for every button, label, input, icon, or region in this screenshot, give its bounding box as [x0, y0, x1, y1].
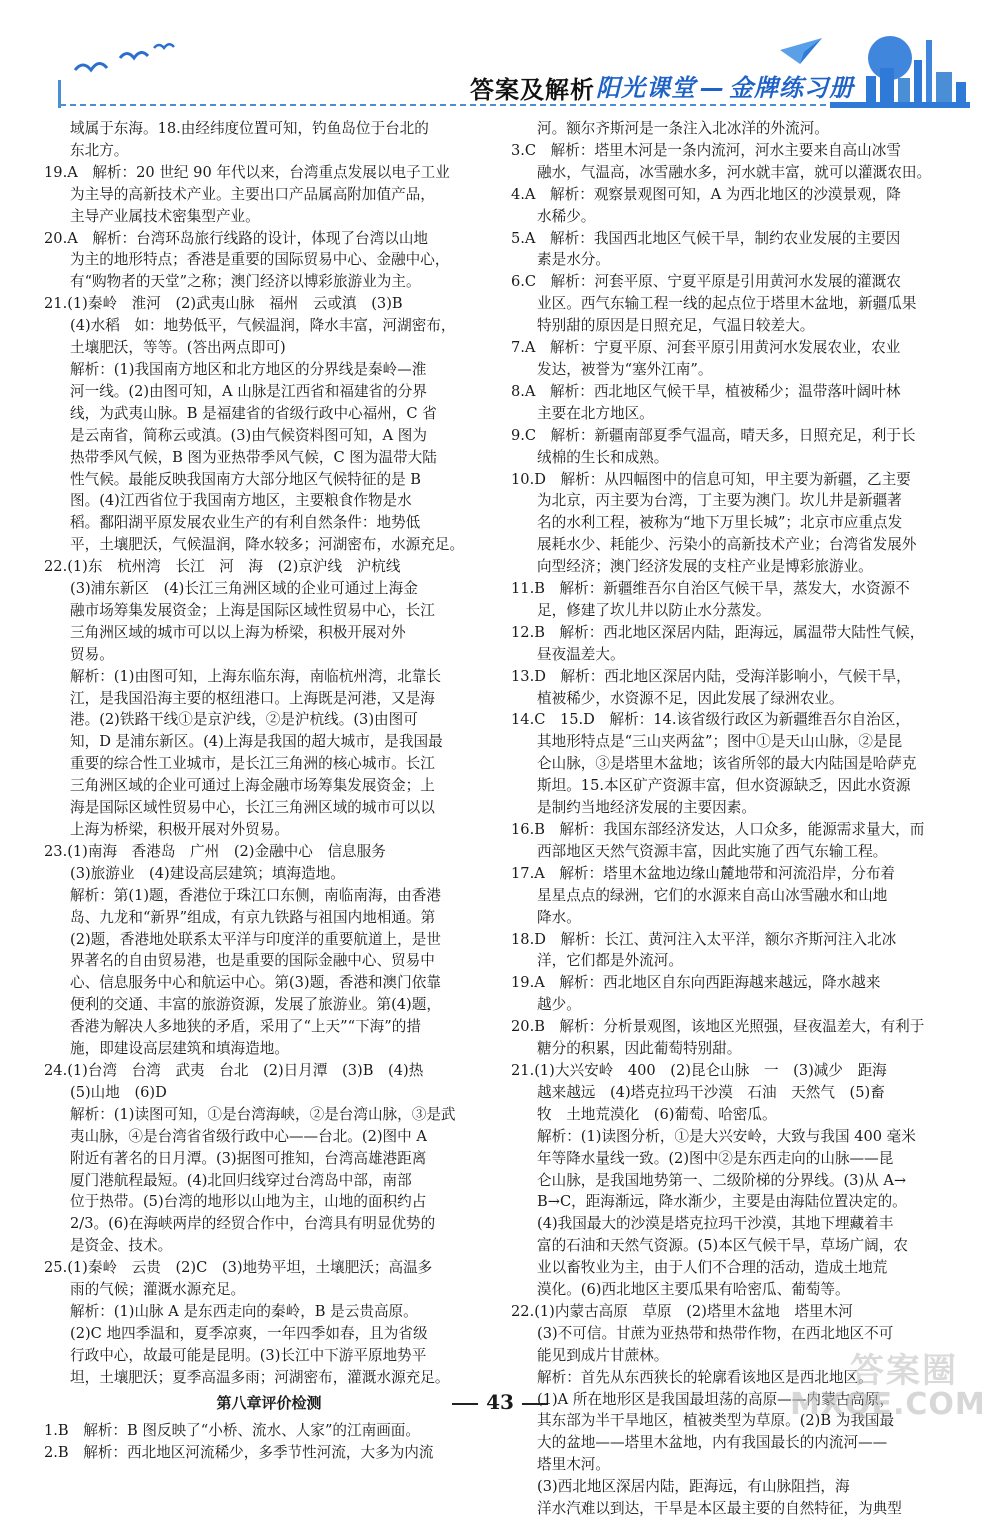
answer-text-line: 越来越远 (4)塔克拉玛干沙漠 石油 天然气 (5)畜 — [537, 1083, 885, 1101]
answer-text-line: 绒棉的生长和成熟。 — [537, 448, 669, 466]
answer-text-line: 主要在北方地区。 — [537, 404, 654, 422]
answer-text-line: 解析：(1)我国南方地区和北方地区的分界线是秦岭—淮 — [70, 360, 427, 378]
answer-text-line: 雨的气候；灌溉水源充足。 — [70, 1281, 246, 1299]
answer-text-line: 东北方。 — [70, 141, 129, 159]
answer-text-line: 素是水分。 — [537, 251, 610, 269]
answer-text-line: (4)我国最大的沙漠是塔克拉玛干沙漠，其地下埋藏着丰 — [537, 1215, 894, 1233]
answer-text-line: (3)旅游业 (4)建设高层建筑；填海造地。 — [70, 864, 345, 882]
answer-text-line: 融市场筹集发展资金；上海是国际区域性贸易中心，长江 — [70, 601, 435, 619]
answer-text-line: 河一线。(2)由图可知，A 山脉是江西省和福建省的分界 — [70, 382, 427, 400]
answer-item-line: 5.A 解析：我国西北地区气候干旱，制约农业发展的主要因 — [511, 229, 901, 247]
answer-text-line: 解析：(1)山脉 A 是东西走向的秦岭，B 是云贵高原。 — [70, 1302, 418, 1320]
answer-text-line: (5)山地 (6)D — [70, 1083, 167, 1101]
answer-item-line: 2.B 解析：西北地区河流稀少，多季节性河流，大多为内流 — [44, 1444, 434, 1462]
answer-text-line: 厦门港航程最短。(4)北回归线穿过台湾岛中部，南部 — [70, 1171, 412, 1189]
answer-item-line: 8.A 解析：西北地区气候干旱，植被稀少；温带落叶阔叶林 — [511, 382, 901, 400]
answer-item-line: 14.C 15.D 解析：14.该省级行政区为新疆维吾尔自治区， — [511, 711, 910, 729]
answer-text-line: 仑山脉，③是塔里木盆地；该省所邻的最大内陆国是哈萨克 — [537, 755, 917, 773]
answer-item-line: 24.(1)台湾 台湾 武夷 台北 (2)日月潭 (3)B (4)热 — [44, 1061, 424, 1079]
page-header — [0, 0, 1000, 112]
answer-text-line: 行政中心，故最可能是昆明。(3)长江中下游平原地势平 — [70, 1346, 427, 1364]
answer-text-line: 夷山脉，④是台湾省省级行政中心——台北。(2)图中 A — [70, 1127, 427, 1145]
header-title: 答案及解析 — [470, 76, 595, 104]
answer-text-line: 热带季风气候，B 图为亚热带季风气候，C 图为温带大陆 — [70, 448, 437, 466]
answer-text-line: 星星点点的绿洲，它们的水源来自高山冰雪融水和山地 — [537, 886, 888, 904]
answer-item-line: 3.C 解析：塔里木河是一条内流河，河水主要来自高山冰雪 — [511, 141, 901, 159]
answer-text-line: (3)不可信。甘蔗为亚热带和热带作物，在西北地区不可 — [537, 1324, 894, 1342]
answer-text-line: 为北京，丙主要为台湾，丁主要为澳门。坎儿井是新疆著 — [537, 492, 902, 510]
answer-text-line: 洋，它们都是外流河。 — [537, 952, 683, 970]
answer-text-line: 业区。西气东输工程一线的起点位于塔里木盆地，新疆瓜果 — [537, 295, 917, 313]
header-brand: 阳光课堂 — 金牌练习册 — [596, 74, 854, 102]
answer-item-line: 22.(1)内蒙古高原 草原 (2)塔里木盆地 塔里木河 — [511, 1302, 853, 1320]
answer-text-line: (4)水稻 如：地势低平，气候温润，降水丰富，河湖密布， — [70, 317, 456, 335]
answer-text-line: 越少。 — [537, 996, 581, 1014]
answer-item-line: 6.C 解析：河套平原、宁夏平原是引用黄河水发展的灌溉农 — [511, 273, 901, 291]
section-title: 第八章评价检测 — [216, 1393, 322, 1412]
answer-text-line: 心、信息服务中心和航运中心。第(3)题，香港和澳门依靠 — [70, 974, 441, 992]
answer-text-line: 江，是我国沿海主要的枢纽港口。上海既是河港，又是海 — [70, 689, 435, 707]
answer-text-line: 香港为解决人多地狭的矛盾，采用了“上天”“下海”的措 — [70, 1018, 421, 1036]
answer-text-line: 稻。鄱阳湖平原发展农业生产的有利自然条件：地势低 — [70, 514, 421, 532]
answer-item-line: 20.B 解析：分析景观图，该地区光照强，昼夜温差大，有利于 — [511, 1018, 925, 1036]
answer-text-line: 界著名的自由贸易港，也是重要的国际金融中心、贸易中 — [70, 952, 435, 970]
answer-item-line: 22.(1)东 杭州湾 长江 河 海 (2)京沪线 沪杭线 — [44, 558, 401, 576]
answer-item-line: 10.D 解析：从四幅图中的信息可知，甲主要为新疆，乙主要 — [511, 470, 911, 488]
answer-text-line: 富的石油和天然气资源。(5)本区气候干旱，草场广阔，农 — [537, 1237, 908, 1255]
answer-item-line: 19.A 解析：20 世纪 90 年代以来，台湾重点发展以电子工业 — [44, 163, 450, 181]
answer-text-line: 漠化。(6)西北地区主要瓜果有哈密瓜、葡萄等。 — [537, 1281, 850, 1299]
answer-text-line: 上海为桥梁，积极开展对外贸易。 — [70, 821, 289, 838]
answer-item-line: 13.D 解析：西北地区深居内陆，受海洋影响小，气候干旱， — [511, 667, 911, 685]
answer-text-line: 位于热带。(5)台湾的地形以山地为主，山地的面积约占 — [70, 1193, 427, 1211]
answer-text-line: 有“购物者的天堂”之称；澳门经济以博彩旅游业为主。 — [70, 273, 421, 291]
answer-text-line: 土壤肥沃，等等。(答出两点即可) — [70, 339, 286, 357]
answer-text-line: (1)A 所在地形区是我国最坦荡的高原——内蒙古高原， — [537, 1390, 894, 1408]
answer-text-line: 昼夜温差大。 — [537, 645, 625, 663]
answer-text-line: 年等降水量线一致。(2)图中②是东西走向的山脉——昆 — [537, 1149, 894, 1167]
answer-text-line: 便利的交通、丰富的旅游资源，发展了旅游业。第(4)题， — [70, 996, 441, 1014]
answer-text-line: 是云南省，简称云或滇。(3)由气候资料图可知，A 图为 — [70, 426, 427, 444]
answer-text-line: 发达，被誉为“塞外江南”。 — [537, 360, 713, 378]
paper-plane-icon — [780, 38, 822, 64]
answer-text-line: 足，修建了坎儿井以防止水分蒸发。 — [537, 601, 771, 619]
answer-item-line: 18.D 解析：长江、黄河注入太平洋，额尔齐斯河注入北冰 — [511, 930, 897, 948]
answer-item-line: 1.B 解析：B 图反映了“小桥、流水、人家”的江南画面。 — [44, 1422, 420, 1440]
watermark-url: MXQE.COM — [790, 1387, 986, 1422]
answer-text-line: (3)浦东新区 (4)长江三角洲区域的企业可通过上海金 — [70, 580, 418, 598]
footer-dash-right — [522, 1403, 548, 1405]
answer-item-line: 21.(1)大兴安岭 400 (2)昆仑山脉 一 (3)减少 距海 — [511, 1061, 887, 1079]
answer-text-line: 展耗水少、耗能少、污染小的高新技术产业；台湾省发展外 — [537, 536, 917, 554]
answer-text-line: 西部地区天然气资源丰富，因此实施了西气东输工程。 — [537, 842, 888, 860]
answer-item-line: 9.C 解析：新疆南部夏季气温高，晴天多，日照充足，利于长 — [511, 426, 916, 444]
answer-text-line: 附近有著名的日月潭。(3)据图可推知，台湾高雄港距离 — [70, 1149, 427, 1167]
answer-text-line: 岛、九龙和“新界”组成，有京九铁路与祖国内地相通。第 — [70, 908, 436, 926]
answer-text-line: 为主的地形特点；香港是重要的国际贸易中心、金融中心， — [70, 251, 450, 269]
answer-item-line: 19.A 解析：西北地区自东向西距海越来越远，降水越来 — [511, 974, 881, 992]
answer-text-line: 植被稀少，水资源不足，因此发展了绿洲农业。 — [537, 689, 844, 707]
answer-item-line: 20.A 解析：台湾环岛旅行线路的设计，体现了台湾以山地 — [44, 229, 429, 247]
answer-text-line: 业以畜牧业为主，由于人们不合理的活动，造成土地荒 — [537, 1259, 888, 1277]
answer-text-line: 塔里木河。 — [537, 1456, 610, 1474]
answer-item-line: 16.B 解析：我国东部经济发达，人口众多，能源需求量大，而 — [511, 821, 925, 838]
answer-text-line: 是资金、技术。 — [70, 1237, 173, 1255]
answer-text-line: 其东部为半干旱地区，植被类型为草原。(2)B 为我国最 — [537, 1412, 895, 1430]
watermark — [790, 1343, 990, 1423]
answer-item-line: 17.A 解析：塔里木盆地边缘山麓地带和河流沿岸，分布着 — [511, 864, 896, 882]
answer-text-line: 降水。 — [537, 908, 581, 926]
answer-text-line: 性气候。最能反映我国南方大部分地区气候特征的是 B — [70, 470, 422, 488]
answer-text-line: (2)C 地四季温和，夏季凉爽，一年四季如春，且为省级 — [70, 1324, 428, 1342]
answer-item-line: 25.(1)秦岭 云贵 (2)C (3)地势平坦，土壤肥沃；高温多 — [44, 1259, 433, 1277]
answer-item-line: 23.(1)南海 香港岛 广州 (2)金融中心 信息服务 — [44, 842, 386, 860]
right-column — [511, 118, 961, 1520]
answer-text-line: 名的水利工程，被称为“地下万里长城”；北京市应重点发 — [537, 514, 903, 532]
city-silhouette-icon — [770, 20, 970, 112]
answer-text-line: 坦，土壤肥沃；夏季高温多雨；河湖密布，灌溉水源充足。 — [70, 1368, 450, 1386]
birds-icon — [70, 40, 180, 80]
left-column — [44, 118, 494, 1464]
answer-text-line: 其地形特点是“三山夹两盆”；图中①是天山山脉，②是昆 — [537, 733, 903, 751]
answer-text-line: 解析：(1)由图可知，上海东临东海，南临杭州湾，北靠长 — [70, 667, 441, 685]
answer-text-line: 融水，气温高，冰雪融水多，河水就丰富，就可以灌溉农田。 — [537, 163, 932, 181]
answer-text-line: 是制约当地经济发展的主要因素。 — [537, 799, 756, 817]
answer-text-line: 解析：(1)读图可知，①是台湾海峡，②是台湾山脉，③是武 — [70, 1105, 456, 1123]
answer-text-line: 糖分的积累，因此葡萄特别甜。 — [537, 1040, 742, 1058]
footer-dash-left — [452, 1403, 478, 1405]
answer-text-line: 向型经济；澳门经济发展的支柱产业是博彩旅游业。 — [537, 558, 873, 576]
answer-text-line: 港。(2)铁路干线①是京沪线，②是沪杭线。(3)由图可 — [70, 711, 418, 729]
page-number: 43 — [486, 1390, 514, 1414]
answer-text-line: 贸易。 — [70, 645, 114, 663]
answer-text-line: 大的盆地——塔里木盆地，内有我国最长的内流河—— — [537, 1434, 888, 1452]
answer-text-line: 线，为武夷山脉。B 是福建省的省级行政中心福州，C 省 — [70, 404, 437, 422]
answer-text-line: 2/3。(6)在海峡两岸的经贸合作中，台湾具有明显优势的 — [70, 1215, 436, 1233]
answer-text-line: 为主导的高新技术产业。主要出口产品属高附加值产品， — [70, 185, 435, 203]
answer-text-line: 重要的综合性工业城市，是长江三角洲的核心城市。长江 — [70, 755, 435, 773]
answer-text-line: 斯坦。15.本区矿产资源丰富，但水资源缺乏，因此水资源 — [537, 777, 911, 795]
answer-text-line: 三角洲区域的城市可以以上海为桥梁，积极开展对外 — [70, 623, 406, 641]
answer-item-line: 11.B 解析：新疆维吾尔自治区气候干旱，蒸发大，水资源不 — [511, 580, 910, 598]
answer-text-line: 解析：首先从东西狭长的轮廓看该地区是西北地区。 — [537, 1368, 873, 1386]
answer-text-line: 河。额尔齐斯河是一条注入北冰洋的外流河。 — [537, 120, 829, 137]
answer-text-line: 主导产业属技术密集型产业。 — [70, 207, 260, 225]
answer-text-line: 解析：第(1)题，香港位于珠江口东侧，南临南海，由香港 — [70, 886, 441, 904]
answer-item-line: 12.B 解析：西北地区深居内陆，距海远，属温带大陆性气候， — [511, 623, 925, 641]
answer-text-line: 牧 土地荒漠化 (6)葡萄、哈密瓜。 — [537, 1105, 777, 1123]
answer-text-line: 洋水汽难以到达，干旱是本区最主要的自然特征，为典型 — [537, 1500, 902, 1518]
answer-text-line: 图。(4)江西省位于我国南方地区，主要粮食作物是水 — [70, 492, 412, 510]
answer-text-line: 仑山脉，是我国地势第一、二级阶梯的分界线。(3)从 A→ — [537, 1171, 907, 1189]
answer-text-line: 知，D 是浦东新区。(4)上海是我国的超大城市，是我国最 — [70, 733, 443, 751]
watermark-logo: 答案圈 — [850, 1351, 958, 1391]
answer-text-line: 施，即建设高层建筑和填海造地。 — [70, 1040, 289, 1058]
answer-text-line: 平，土壤肥沃，气候温润，降水较多；河湖密布，水源充足。 — [70, 536, 465, 554]
answer-item-line: 4.A 解析：观察景观图可知，A 为西北地区的沙漠景观，降 — [511, 185, 901, 203]
answer-text-line: (2)题，香港地处联系太平洋与印度洋的重要航道上，是世 — [70, 930, 441, 948]
answer-text-line: 解析：(1)读图分析，①是大兴安岭，大致与我国 400 毫米 — [537, 1127, 916, 1145]
answer-text-line: 三角洲区域的企业可通过上海金融市场筹集发展资金；上 — [70, 777, 435, 795]
answer-text-line: 能见到成片甘蔗林。 — [537, 1346, 669, 1364]
answer-item-line: 21.(1)秦岭 淮河 (2)武夷山脉 福州 云或滇 (3)B — [44, 295, 403, 313]
brand-left: 阳光课堂 — [596, 74, 696, 102]
answer-text-line: B→C，距海渐远，降水渐少，主要是由海陆位置决定的。 — [537, 1193, 907, 1211]
answer-text-line: 域属于东海。18.由经纬度位置可知，钓鱼岛位于台北的 — [70, 120, 429, 137]
answer-text-line: 水稀少。 — [537, 207, 596, 225]
answer-item-line: 7.A 解析：宁夏平原、河套平原引用黄河水发展农业，农业 — [511, 339, 901, 357]
brand-right: 金牌练习册 — [729, 74, 854, 102]
answer-text-line: (3)西北地区深居内陆，距海远，有山脉阻挡，海 — [537, 1478, 850, 1496]
answer-text-line: 海是国际区域性贸易中心，长江三角洲区域的城市可以以 — [70, 799, 435, 817]
answer-text-line: 特别甜的原因是日照充足，气温日较差大。 — [537, 317, 815, 335]
